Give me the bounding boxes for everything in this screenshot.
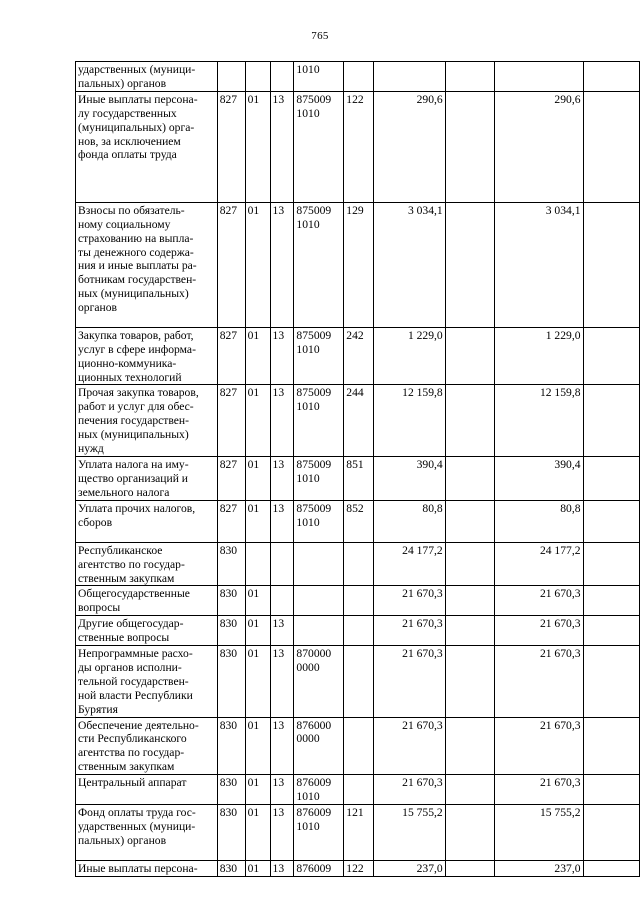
row-pr-cell: 13 <box>270 91 294 202</box>
row-pr-cell: 13 <box>270 646 294 718</box>
row-ved-cell: 830 <box>217 586 245 616</box>
row-rz-cell: 01 <box>245 586 270 616</box>
row-pr-cell: 13 <box>270 202 294 327</box>
row-empty-cell <box>445 456 494 500</box>
row-amount-2-cell: 3 034,1 <box>495 202 583 327</box>
row-ved-cell: 830 <box>217 542 245 586</box>
row-name-cell: Иные выплаты персона- лу государственных (муниципальных) орга- нов, за исключением фонда оплаты труда <box>76 91 218 202</box>
row-rz-cell: 01 <box>245 91 270 202</box>
row-pr-cell: 13 <box>270 500 294 542</box>
row-name-cell: Другие общегосудар- ственные вопросы <box>76 616 218 646</box>
row-ved-cell: 827 <box>217 327 245 385</box>
row-csr-cell: 875009 1010 <box>294 327 344 385</box>
row-rz-cell: 01 <box>245 500 270 542</box>
row-empty-cell <box>445 616 494 646</box>
row-empty-cell <box>583 385 639 457</box>
row-empty-cell <box>445 646 494 718</box>
row-empty-cell <box>583 775 639 805</box>
budget-table <box>75 61 640 877</box>
row-csr-cell: 875009 1010 <box>294 202 344 327</box>
row-amount-1-cell: 21 670,3 <box>374 775 446 805</box>
row-pr-cell: 13 <box>270 456 294 500</box>
row-amount-2-cell: 15 755,2 <box>495 805 583 861</box>
row-ved-cell: 827 <box>217 385 245 457</box>
row-amount-2-cell: 24 177,2 <box>495 542 583 586</box>
row-vr-cell <box>344 542 374 586</box>
page-number: 765 <box>311 30 329 42</box>
row-amount-2-cell: 21 670,3 <box>495 646 583 718</box>
row-empty-cell <box>583 456 639 500</box>
table-row <box>76 202 640 327</box>
row-empty-cell <box>583 646 639 718</box>
row-empty-cell <box>583 91 639 202</box>
row-rz-cell: 01 <box>245 327 270 385</box>
row-vr-cell <box>344 616 374 646</box>
row-amount-1-cell: 237,0 <box>374 861 446 877</box>
row-empty-cell <box>445 861 494 877</box>
row-empty-cell <box>445 586 494 616</box>
table-row <box>76 586 640 616</box>
row-amount-2-cell: 1 229,0 <box>495 327 583 385</box>
row-ved-cell: 827 <box>217 202 245 327</box>
row-amount-1-cell: 3 034,1 <box>374 202 446 327</box>
row-empty-cell <box>583 62 639 92</box>
table-body <box>76 62 640 877</box>
row-rz-cell: 01 <box>245 646 270 718</box>
row-name-cell: Фонд оплаты труда гос- ударственных (муници- пальных) органов <box>76 805 218 861</box>
row-rz-cell: 01 <box>245 202 270 327</box>
table-row <box>76 327 640 385</box>
row-rz-cell: 01 <box>245 805 270 861</box>
row-ved-cell: 830 <box>217 616 245 646</box>
row-vr-cell: 122 <box>344 861 374 877</box>
row-name-cell: Иные выплаты персона- <box>76 861 218 877</box>
row-amount-1-cell: 12 159,8 <box>374 385 446 457</box>
row-vr-cell <box>344 775 374 805</box>
row-name-cell: Непрограммные расхо- ды органов исполни- тельной государствен- ной власти Республики Бурятия <box>76 646 218 718</box>
row-name-cell: Взносы по обязатель- ному социальному страхованию на выпла- ты денежного содержа- ния и иные выплаты ра- ботникам государствен- ных (муниципальных) органов <box>76 202 218 327</box>
row-csr-cell: 875009 1010 <box>294 385 344 457</box>
row-vr-cell <box>344 717 374 775</box>
row-pr-cell: 13 <box>270 616 294 646</box>
row-empty-cell <box>445 542 494 586</box>
row-ved-cell: 830 <box>217 775 245 805</box>
row-ved-cell: 830 <box>217 717 245 775</box>
row-rz-cell <box>245 542 270 586</box>
row-csr-cell <box>294 542 344 586</box>
row-vr-cell: 122 <box>344 91 374 202</box>
row-amount-2-cell: 21 670,3 <box>495 775 583 805</box>
row-csr-cell: 875009 1010 <box>294 456 344 500</box>
row-csr-cell: 875009 1010 <box>294 500 344 542</box>
row-rz-cell: 01 <box>245 775 270 805</box>
row-pr-cell: 13 <box>270 385 294 457</box>
row-empty-cell <box>583 805 639 861</box>
row-ved-cell <box>217 62 245 92</box>
row-amount-2-cell: 390,4 <box>495 456 583 500</box>
row-pr-cell <box>270 62 294 92</box>
table-row <box>76 385 640 457</box>
row-pr-cell: 13 <box>270 717 294 775</box>
row-empty-cell <box>583 202 639 327</box>
row-csr-cell: 876009 1010 <box>294 775 344 805</box>
row-empty-cell <box>445 91 494 202</box>
row-pr-cell: 13 <box>270 775 294 805</box>
row-amount-1-cell: 290,6 <box>374 91 446 202</box>
row-name-cell: Центральный аппарат <box>76 775 218 805</box>
row-amount-1-cell: 21 670,3 <box>374 717 446 775</box>
row-empty-cell <box>445 717 494 775</box>
row-vr-cell: 851 <box>344 456 374 500</box>
row-name-cell: Обеспечение деятельно- сти Республиканского агентства по государ- ственным закупкам <box>76 717 218 775</box>
row-csr-cell: 876009 <box>294 861 344 877</box>
row-ved-cell: 827 <box>217 91 245 202</box>
table-row <box>76 542 640 586</box>
row-rz-cell: 01 <box>245 456 270 500</box>
row-csr-cell: 870000 0000 <box>294 646 344 718</box>
row-vr-cell: 244 <box>344 385 374 457</box>
row-pr-cell: 13 <box>270 327 294 385</box>
row-pr-cell: 13 <box>270 805 294 861</box>
row-vr-cell: 852 <box>344 500 374 542</box>
row-csr-cell: 1010 <box>294 62 344 92</box>
row-amount-2-cell: 21 670,3 <box>495 586 583 616</box>
row-csr-cell: 876009 1010 <box>294 805 344 861</box>
table-row <box>76 775 640 805</box>
row-vr-cell <box>344 646 374 718</box>
table-row <box>76 456 640 500</box>
row-empty-cell <box>583 717 639 775</box>
row-csr-cell: 875009 1010 <box>294 91 344 202</box>
row-ved-cell: 827 <box>217 500 245 542</box>
row-csr-cell <box>294 616 344 646</box>
row-empty-cell <box>445 202 494 327</box>
row-vr-cell <box>344 586 374 616</box>
row-ved-cell: 830 <box>217 805 245 861</box>
row-amount-1-cell: 390,4 <box>374 456 446 500</box>
row-empty-cell <box>445 500 494 542</box>
row-amount-1-cell: 21 670,3 <box>374 616 446 646</box>
row-pr-cell <box>270 586 294 616</box>
row-name-cell: Общегосударственные вопросы <box>76 586 218 616</box>
row-csr-cell: 876000 0000 <box>294 717 344 775</box>
table-row <box>76 646 640 718</box>
row-rz-cell <box>245 62 270 92</box>
row-name-cell: Уплата прочих налогов, сборов <box>76 500 218 542</box>
row-ved-cell: 830 <box>217 646 245 718</box>
table-row <box>76 91 640 202</box>
row-empty-cell <box>583 327 639 385</box>
row-name-cell: Закупка товаров, работ, услуг в сфере информа- ционно-коммуника- ционных технологий <box>76 327 218 385</box>
row-rz-cell: 01 <box>245 385 270 457</box>
row-ved-cell: 830 <box>217 861 245 877</box>
row-empty-cell <box>583 500 639 542</box>
row-empty-cell <box>445 805 494 861</box>
row-empty-cell <box>445 385 494 457</box>
row-vr-cell <box>344 62 374 92</box>
row-pr-cell: 13 <box>270 861 294 877</box>
row-amount-1-cell: 21 670,3 <box>374 586 446 616</box>
row-rz-cell: 01 <box>245 717 270 775</box>
table-row <box>76 616 640 646</box>
row-amount-2-cell: 80,8 <box>495 500 583 542</box>
row-amount-2-cell: 21 670,3 <box>495 717 583 775</box>
row-amount-2-cell: 290,6 <box>495 91 583 202</box>
row-amount-1-cell: 15 755,2 <box>374 805 446 861</box>
row-amount-1-cell: 21 670,3 <box>374 646 446 718</box>
row-rz-cell: 01 <box>245 616 270 646</box>
row-name-cell: Прочая закупка товаров, работ и услуг для обес- печения государствен- ных (муниципальных) нужд <box>76 385 218 457</box>
row-amount-2-cell: 237,0 <box>495 861 583 877</box>
table-row <box>76 717 640 775</box>
row-empty-cell <box>445 327 494 385</box>
row-amount-2-cell: 12 159,8 <box>495 385 583 457</box>
row-name-cell: ударственных (муници- пальных) органов <box>76 62 218 92</box>
row-amount-2-cell <box>495 62 583 92</box>
table-row <box>76 500 640 542</box>
row-empty-cell <box>445 775 494 805</box>
row-amount-1-cell: 24 177,2 <box>374 542 446 586</box>
row-amount-1-cell: 1 229,0 <box>374 327 446 385</box>
table-row <box>76 62 640 92</box>
row-amount-1-cell <box>374 62 446 92</box>
row-name-cell: Республиканское агентство по государ- ственным закупкам <box>76 542 218 586</box>
row-empty-cell <box>583 586 639 616</box>
row-amount-1-cell: 80,8 <box>374 500 446 542</box>
row-rz-cell: 01 <box>245 861 270 877</box>
table-row <box>76 805 640 861</box>
row-empty-cell <box>583 542 639 586</box>
row-amount-2-cell: 21 670,3 <box>495 616 583 646</box>
row-vr-cell: 121 <box>344 805 374 861</box>
row-ved-cell: 827 <box>217 456 245 500</box>
row-empty-cell <box>583 616 639 646</box>
row-csr-cell <box>294 586 344 616</box>
row-name-cell: Уплата налога на иму- щество организаций и земельного налога <box>76 456 218 500</box>
row-empty-cell <box>445 62 494 92</box>
row-empty-cell <box>583 861 639 877</box>
row-vr-cell: 242 <box>344 327 374 385</box>
table-row <box>76 861 640 877</box>
row-pr-cell <box>270 542 294 586</box>
row-vr-cell: 129 <box>344 202 374 327</box>
